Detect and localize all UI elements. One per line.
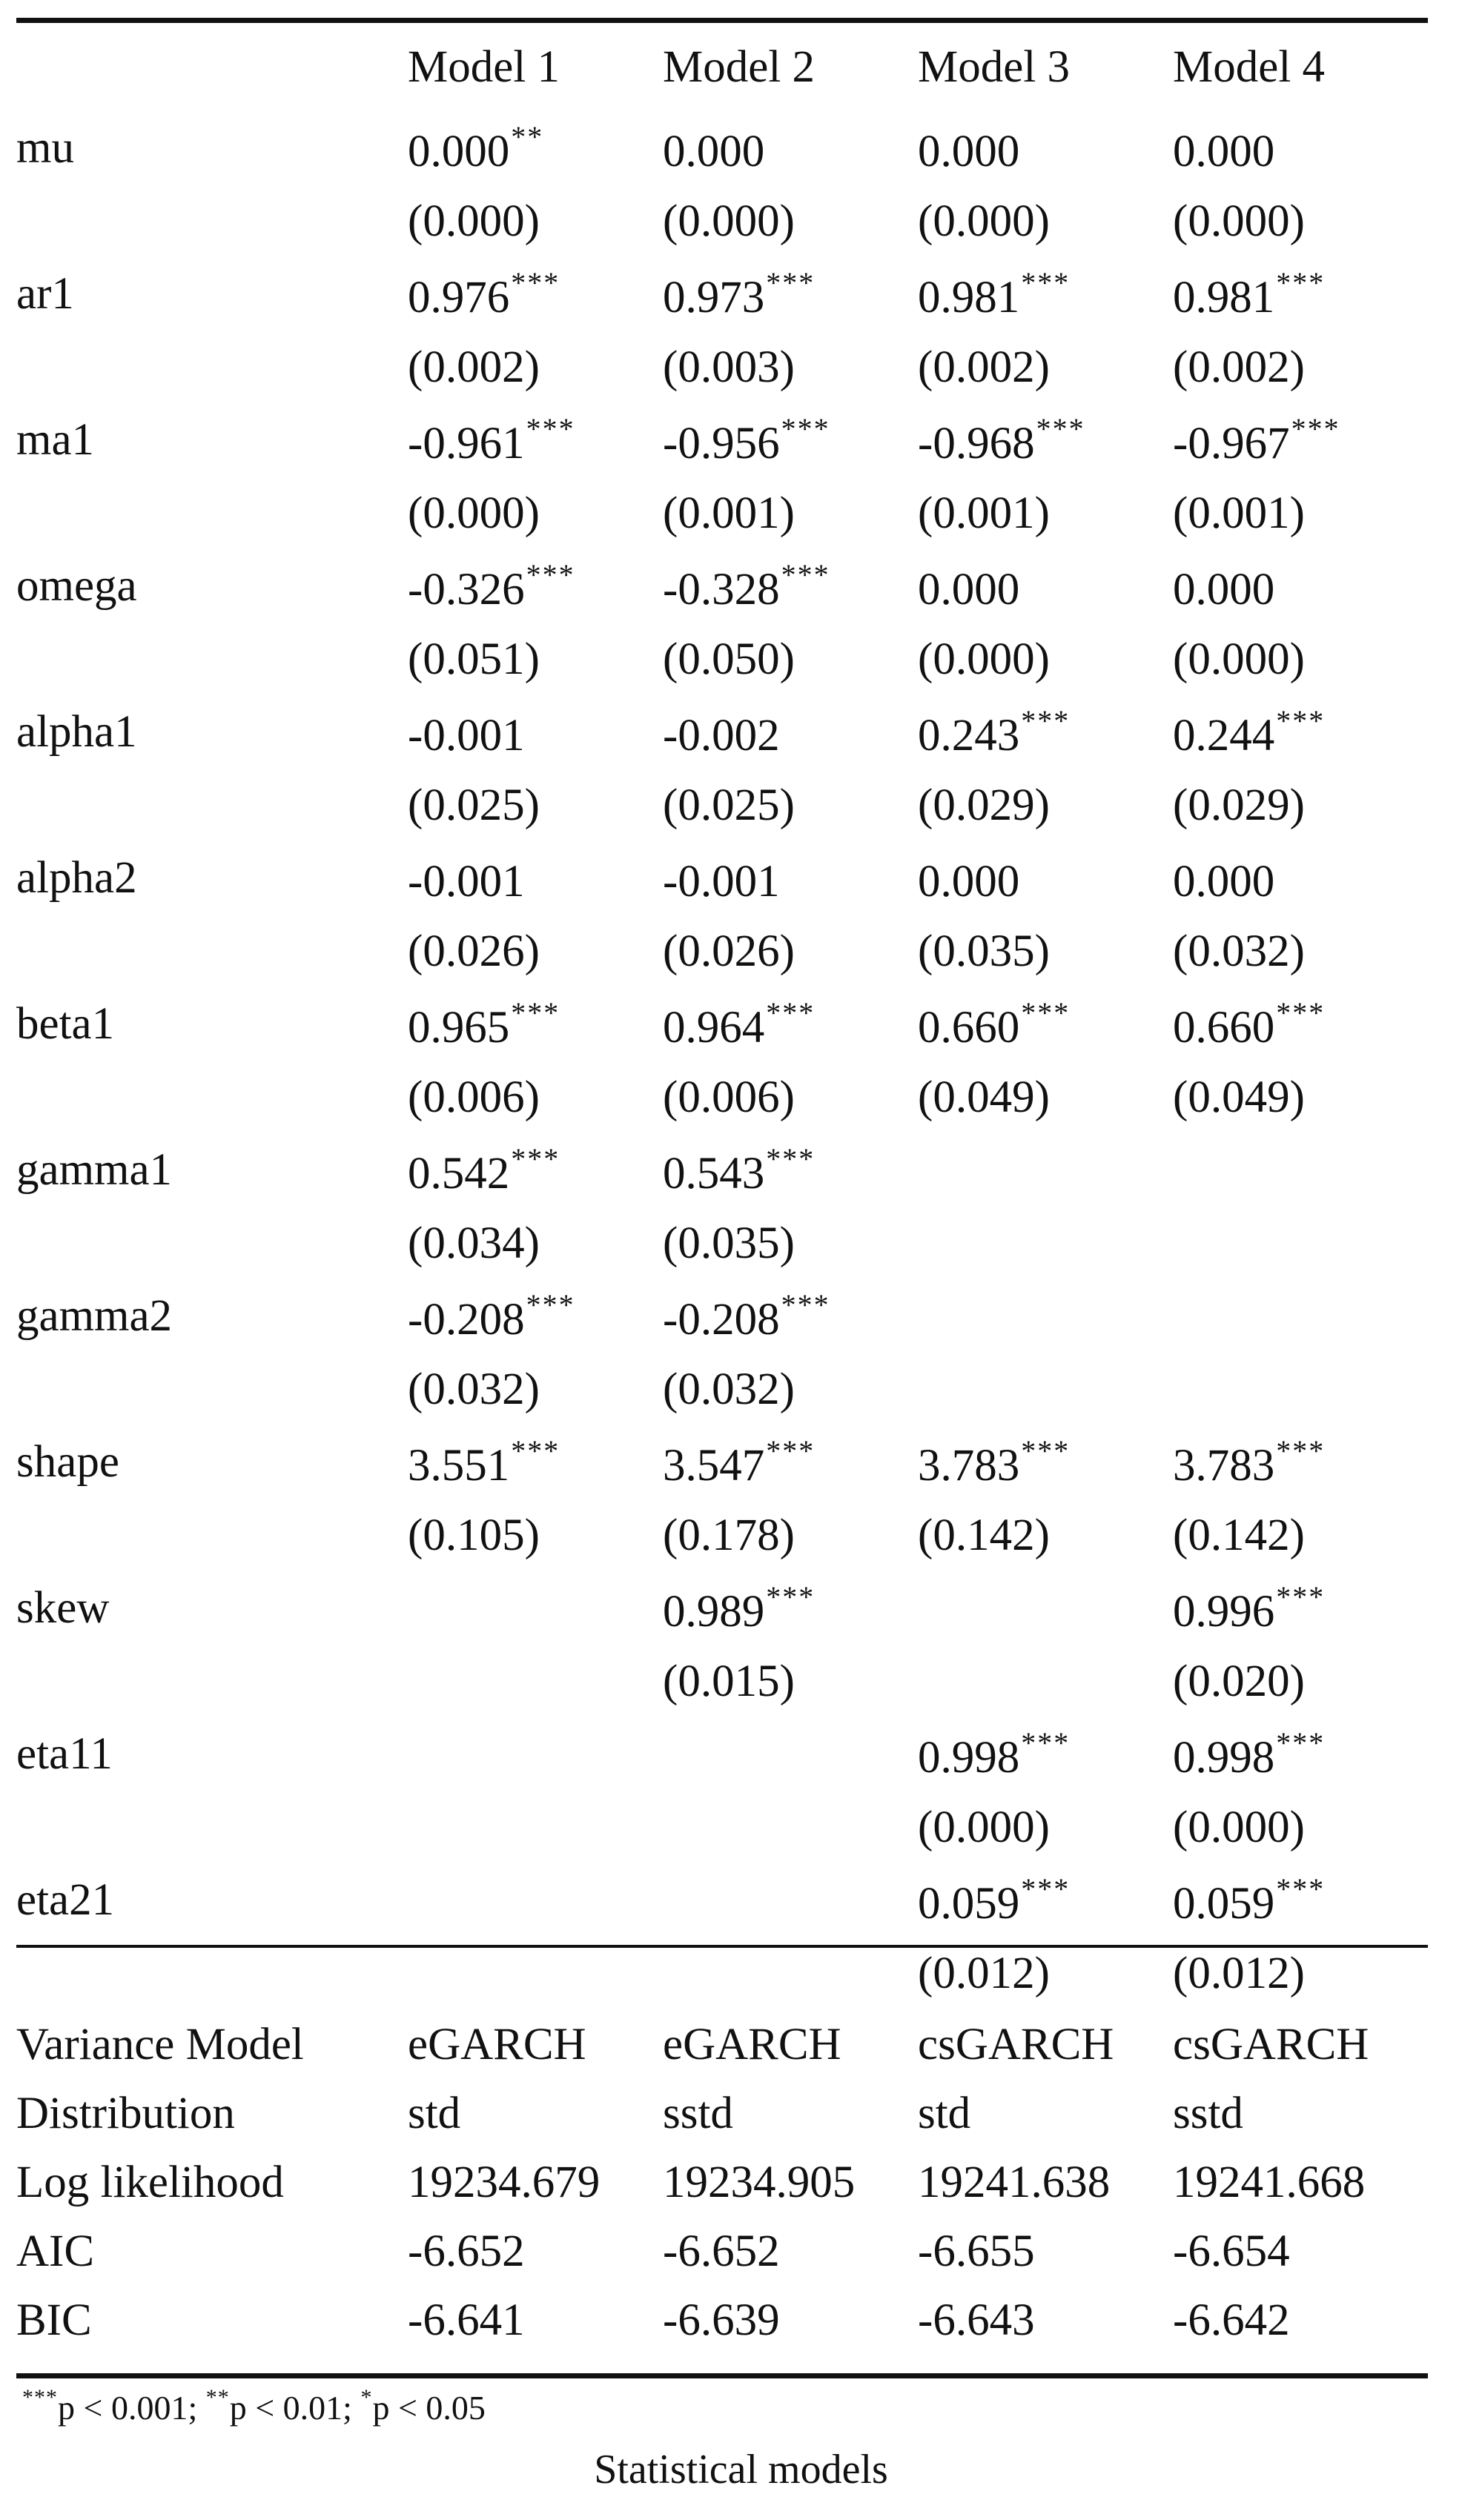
std-error-cell: (0.032) xyxy=(663,1364,795,1414)
significance-stars: *** xyxy=(1276,995,1326,1029)
coef-value: 0.542 xyxy=(408,1148,510,1198)
coef-value: 0.996 xyxy=(1173,1586,1275,1637)
stat-row-4 xyxy=(16,2286,1428,2355)
significance-stars: *** xyxy=(1276,1725,1326,1760)
stat-label: Variance Model xyxy=(16,2019,304,2069)
significance-stars: *** xyxy=(1021,1725,1071,1760)
coef-row-mu xyxy=(16,112,1428,185)
std-error-cell: (0.000) xyxy=(1173,1802,1305,1852)
coef-cell xyxy=(408,1134,663,1207)
coef-cell xyxy=(408,1426,663,1499)
footnote-text-3: p < 0.05 xyxy=(372,2389,486,2427)
std-error-cell: (0.012) xyxy=(918,1948,1050,1998)
coef-cell xyxy=(408,1280,663,1353)
coef-cell xyxy=(918,112,1173,185)
std-error-cell: (0.003) xyxy=(663,342,795,392)
coef-cell xyxy=(408,404,663,477)
coef-value: 0.998 xyxy=(1173,1732,1275,1783)
coef-value: 0.000 xyxy=(663,126,765,176)
coef-row-beta1 xyxy=(16,988,1428,1061)
coef-value: 0.059 xyxy=(1173,1878,1275,1929)
coef-value: 0.981 xyxy=(1173,272,1275,322)
coef-value: 0.000 xyxy=(918,126,1020,176)
coef-cell xyxy=(408,258,663,331)
coef-cell xyxy=(1173,1134,1428,1207)
std-error-cell: (0.000) xyxy=(918,634,1050,684)
se-label-blank xyxy=(16,1937,408,2010)
coef-cell xyxy=(918,696,1173,769)
se-row-ma1 xyxy=(16,477,1428,550)
se-row-omega xyxy=(16,623,1428,696)
coef-cell xyxy=(918,988,1173,1061)
std-error-cell: (0.000) xyxy=(408,488,540,538)
coef-cell xyxy=(918,1280,1173,1353)
coef-value: -0.208 xyxy=(663,1294,780,1344)
stat-value: -6.643 xyxy=(918,2295,1035,2345)
stat-value: eGARCH xyxy=(408,2019,586,2069)
header-model-2: Model 2 xyxy=(663,42,816,92)
significance-stars: *** xyxy=(1021,1433,1071,1468)
coef-cell xyxy=(1173,988,1428,1061)
stat-value: 19234.679 xyxy=(408,2157,601,2207)
coef-cell xyxy=(1173,550,1428,623)
row-label: skew xyxy=(16,1583,110,1633)
row-label: ar1 xyxy=(16,269,74,319)
coef-value: 0.244 xyxy=(1173,710,1275,760)
significance-stars: *** xyxy=(526,411,575,445)
std-error-cell: (0.050) xyxy=(663,634,795,684)
coef-cell xyxy=(408,988,663,1061)
std-error-cell: (0.002) xyxy=(1173,342,1305,392)
std-error-cell xyxy=(1173,1207,1428,1280)
coef-cell xyxy=(918,1134,1173,1207)
coef-cell xyxy=(918,550,1173,623)
se-row-alpha2 xyxy=(16,915,1428,988)
significance-stars: ** xyxy=(511,119,544,153)
std-error-cell: (0.142) xyxy=(1173,1510,1305,1560)
coef-value: 0.000 xyxy=(1173,564,1275,614)
coef-cell xyxy=(663,112,918,185)
row-label: beta1 xyxy=(16,999,115,1049)
stat-label: BIC xyxy=(16,2295,92,2345)
stat-value: -6.655 xyxy=(918,2226,1035,2276)
statistic-rows xyxy=(16,2010,1428,2355)
coef-value: -0.968 xyxy=(918,418,1035,468)
coef-cell xyxy=(663,988,918,1061)
stat-value: -6.654 xyxy=(1173,2226,1290,2276)
stat-value: std xyxy=(408,2088,461,2138)
coef-value: 0.976 xyxy=(408,272,510,322)
coef-cell xyxy=(408,1718,663,1791)
coef-row-alpha1 xyxy=(16,696,1428,769)
std-error-cell: (0.001) xyxy=(1173,488,1305,538)
significance-stars: *** xyxy=(511,1141,560,1176)
std-error-cell: (0.000) xyxy=(663,196,795,246)
std-error-cell: (0.000) xyxy=(1173,634,1305,684)
std-error-cell: (0.001) xyxy=(663,488,795,538)
coef-row-gamma2 xyxy=(16,1280,1428,1353)
coef-row-ar1 xyxy=(16,258,1428,331)
se-row-shape xyxy=(16,1499,1428,1572)
coef-value: -0.956 xyxy=(663,418,780,468)
coef-value: 0.000 xyxy=(918,564,1020,614)
significance-stars: *** xyxy=(1021,703,1071,737)
stat-value: -6.642 xyxy=(1173,2295,1290,2345)
std-error-cell: (0.012) xyxy=(1173,1948,1305,1998)
coef-cell xyxy=(408,1864,663,1937)
regression-table xyxy=(16,23,1428,2355)
coef-value: 0.973 xyxy=(663,272,765,322)
std-error-cell: (0.006) xyxy=(408,1072,540,1122)
se-row-mu xyxy=(16,185,1428,258)
coef-cell xyxy=(1173,112,1428,185)
coef-cell xyxy=(663,1572,918,1645)
significance-stars: *** xyxy=(1276,1871,1326,1906)
coef-cell xyxy=(1173,842,1428,915)
std-error-cell: (0.002) xyxy=(408,342,540,392)
row-label: omega xyxy=(16,561,137,611)
coef-value: 0.998 xyxy=(918,1732,1020,1783)
std-error-cell xyxy=(408,1937,663,2010)
header-blank xyxy=(16,23,408,112)
std-error-cell: (0.002) xyxy=(918,342,1050,392)
coef-value: 3.547 xyxy=(663,1440,765,1491)
se-label-blank xyxy=(16,1645,408,1718)
significance-stars: *** xyxy=(766,265,816,299)
se-label-blank xyxy=(16,769,408,842)
coef-row-eta11 xyxy=(16,1718,1428,1791)
coef-cell xyxy=(918,404,1173,477)
se-label-blank xyxy=(16,623,408,696)
coef-cell xyxy=(1173,404,1428,477)
row-label: shape xyxy=(16,1437,119,1487)
coef-row-shape xyxy=(16,1426,1428,1499)
stat-value: 19241.668 xyxy=(1173,2157,1366,2207)
significance-stars: *** xyxy=(766,1433,816,1468)
bottom-rule xyxy=(16,2373,1428,2378)
stat-value: 19241.638 xyxy=(918,2157,1111,2207)
std-error-cell: (0.026) xyxy=(663,926,795,976)
stat-label: Distribution xyxy=(16,2088,235,2138)
coef-value: -0.001 xyxy=(408,710,525,760)
coef-value: 0.243 xyxy=(918,710,1020,760)
stat-label: AIC xyxy=(16,2226,95,2276)
coef-value: -0.001 xyxy=(408,856,525,906)
row-label: alpha1 xyxy=(16,707,137,757)
coef-cell xyxy=(408,112,663,185)
coef-cell xyxy=(408,550,663,623)
coef-row-skew xyxy=(16,1572,1428,1645)
significance-stars: *** xyxy=(766,1579,816,1614)
coef-cell xyxy=(408,842,663,915)
se-label-blank xyxy=(16,1499,408,1572)
std-error-cell: (0.029) xyxy=(918,780,1050,830)
significance-stars: *** xyxy=(781,557,830,591)
stat-value: -6.639 xyxy=(663,2295,780,2345)
se-row-alpha1 xyxy=(16,769,1428,842)
coef-value: -0.002 xyxy=(663,710,780,760)
se-label-blank xyxy=(16,331,408,404)
std-error-cell xyxy=(663,1791,918,1864)
std-error-cell: (0.006) xyxy=(663,1072,795,1122)
top-rule xyxy=(16,18,1428,23)
std-error-cell: (0.105) xyxy=(408,1510,540,1560)
row-label: gamma1 xyxy=(16,1145,173,1195)
stat-value: -6.652 xyxy=(663,2226,780,2276)
coef-cell xyxy=(1173,696,1428,769)
std-error-cell: (0.001) xyxy=(918,488,1050,538)
significance-stars: *** xyxy=(526,1287,575,1322)
header-row xyxy=(16,23,1428,112)
std-error-cell: (0.035) xyxy=(918,926,1050,976)
header-model-4: Model 4 xyxy=(1173,42,1326,92)
se-row-gamma1 xyxy=(16,1207,1428,1280)
std-error-cell: (0.032) xyxy=(408,1364,540,1414)
coef-cell xyxy=(918,1864,1173,1937)
significance-stars: *** xyxy=(511,995,560,1029)
coefficient-rows xyxy=(16,112,1428,2010)
significance-stars: *** xyxy=(1036,411,1085,445)
coef-row-omega xyxy=(16,550,1428,623)
se-label-blank xyxy=(16,915,408,988)
std-error-cell xyxy=(663,1937,918,2010)
coef-cell xyxy=(663,696,918,769)
coef-cell xyxy=(663,1864,918,1937)
se-label-blank xyxy=(16,1353,408,1426)
std-error-cell xyxy=(918,1207,1173,1280)
coef-value: 0.000 xyxy=(918,856,1020,906)
coef-value: 0.000 xyxy=(1173,856,1275,906)
stat-value: sstd xyxy=(663,2088,733,2138)
stat-row-2 xyxy=(16,2148,1428,2217)
coef-cell xyxy=(663,1718,918,1791)
stat-row-1 xyxy=(16,2079,1428,2148)
coef-cell xyxy=(918,842,1173,915)
std-error-cell: (0.035) xyxy=(663,1218,795,1268)
significance-stars: *** xyxy=(1021,265,1071,299)
row-label: alpha2 xyxy=(16,853,137,903)
significance-stars: *** xyxy=(511,1433,560,1468)
se-row-beta1 xyxy=(16,1061,1428,1134)
footnote-text-1: p < 0.001; xyxy=(58,2389,206,2427)
std-error-cell: (0.049) xyxy=(1173,1072,1305,1122)
coef-cell xyxy=(1173,1280,1428,1353)
std-error-cell: (0.000) xyxy=(408,196,540,246)
significance-stars: *** xyxy=(526,557,575,591)
footnote-stars-2: ** xyxy=(205,2385,230,2410)
std-error-cell xyxy=(918,1353,1173,1426)
row-label: gamma2 xyxy=(16,1291,173,1341)
std-error-cell: (0.015) xyxy=(663,1656,795,1706)
std-error-cell: (0.025) xyxy=(408,780,540,830)
coef-cell xyxy=(1173,1864,1428,1937)
std-error-cell xyxy=(408,1791,663,1864)
stat-value: csGARCH xyxy=(1173,2019,1369,2069)
coef-cell xyxy=(1173,1718,1428,1791)
coef-row-ma1 xyxy=(16,404,1428,477)
coef-value: 3.783 xyxy=(1173,1440,1275,1491)
coef-cell xyxy=(663,842,918,915)
significance-stars: *** xyxy=(781,411,830,445)
coef-row-eta21 xyxy=(16,1864,1428,1937)
coef-value: 0.660 xyxy=(918,1002,1020,1052)
coef-value: 0.543 xyxy=(663,1148,765,1198)
std-error-cell: (0.049) xyxy=(918,1072,1050,1122)
stat-row-0 xyxy=(16,2010,1428,2079)
footnote-stars-1: *** xyxy=(22,2385,58,2410)
coef-cell xyxy=(408,696,663,769)
se-label-blank xyxy=(16,1207,408,1280)
coef-cell xyxy=(663,258,918,331)
stat-value: csGARCH xyxy=(918,2019,1114,2069)
row-label: mu xyxy=(16,123,74,173)
coef-cell xyxy=(663,404,918,477)
significance-stars: *** xyxy=(1276,703,1326,737)
coef-value: 0.000 xyxy=(1173,126,1275,176)
coef-value: 0.000 xyxy=(408,126,510,176)
significance-stars: *** xyxy=(511,265,560,299)
coef-value: -0.328 xyxy=(663,564,780,614)
significance-stars: *** xyxy=(1021,1871,1071,1906)
coef-value: 0.965 xyxy=(408,1002,510,1052)
se-row-ar1 xyxy=(16,331,1428,404)
se-label-blank xyxy=(16,185,408,258)
stat-value: 19234.905 xyxy=(663,2157,856,2207)
coef-cell xyxy=(918,258,1173,331)
std-error-cell: (0.025) xyxy=(663,780,795,830)
stat-value: std xyxy=(918,2088,971,2138)
coef-value: -0.001 xyxy=(663,856,780,906)
table-caption: Statistical models xyxy=(594,2447,888,2493)
stat-label: Log likelihood xyxy=(16,2157,284,2207)
coef-cell xyxy=(408,1572,663,1645)
significance-stars: *** xyxy=(781,1287,830,1322)
coef-value: 0.964 xyxy=(663,1002,765,1052)
std-error-cell: (0.026) xyxy=(408,926,540,976)
coef-cell xyxy=(1173,1426,1428,1499)
coef-value: -0.326 xyxy=(408,564,525,614)
std-error-cell: (0.142) xyxy=(918,1510,1050,1560)
coef-cell xyxy=(1173,258,1428,331)
significance-stars: *** xyxy=(1276,1433,1326,1468)
std-error-cell: (0.034) xyxy=(408,1218,540,1268)
coef-cell xyxy=(663,1134,918,1207)
coef-value: 0.660 xyxy=(1173,1002,1275,1052)
footnote-text-2: p < 0.01; xyxy=(229,2389,361,2427)
row-label: eta21 xyxy=(16,1875,115,1925)
std-error-cell: (0.000) xyxy=(918,196,1050,246)
header-model-1: Model 1 xyxy=(408,42,560,92)
significance-stars: *** xyxy=(1276,1579,1326,1614)
coef-row-gamma1 xyxy=(16,1134,1428,1207)
se-row-skew xyxy=(16,1645,1428,1718)
se-row-eta11 xyxy=(16,1791,1428,1864)
coef-value: 0.989 xyxy=(663,1586,765,1637)
std-error-cell: (0.029) xyxy=(1173,780,1305,830)
coef-cell xyxy=(663,1426,918,1499)
coef-cell xyxy=(918,1426,1173,1499)
se-label-blank xyxy=(16,477,408,550)
coef-cell xyxy=(663,1280,918,1353)
stat-row-3 xyxy=(16,2217,1428,2286)
footnote-stars-3: * xyxy=(360,2385,373,2410)
std-error-cell: (0.032) xyxy=(1173,926,1305,976)
se-label-blank xyxy=(16,1791,408,1864)
coef-value: 3.551 xyxy=(408,1440,510,1491)
coef-value: 0.981 xyxy=(918,272,1020,322)
std-error-cell xyxy=(918,1645,1173,1718)
coef-row-alpha2 xyxy=(16,842,1428,915)
std-error-cell: (0.000) xyxy=(1173,196,1305,246)
stat-value: -6.652 xyxy=(408,2226,525,2276)
significance-stars: *** xyxy=(1021,995,1071,1029)
row-label: ma1 xyxy=(16,415,95,465)
header-model-3: Model 3 xyxy=(918,42,1071,92)
coef-value: -0.208 xyxy=(408,1294,525,1344)
row-label: eta11 xyxy=(16,1729,113,1779)
stat-value: eGARCH xyxy=(663,2019,841,2069)
coef-value: 0.059 xyxy=(918,1878,1020,1929)
coef-cell xyxy=(918,1718,1173,1791)
std-error-cell: (0.000) xyxy=(918,1802,1050,1852)
coef-cell xyxy=(918,1572,1173,1645)
std-error-cell: (0.178) xyxy=(663,1510,795,1560)
significance-stars: *** xyxy=(1276,265,1326,299)
significance-footnote xyxy=(22,2385,486,2427)
std-error-cell xyxy=(408,1645,663,1718)
significance-stars: *** xyxy=(1291,411,1340,445)
se-row-gamma2 xyxy=(16,1353,1428,1426)
std-error-cell: (0.051) xyxy=(408,634,540,684)
coef-cell xyxy=(1173,1572,1428,1645)
se-label-blank xyxy=(16,1061,408,1134)
significance-stars: *** xyxy=(766,995,816,1029)
std-error-cell: (0.020) xyxy=(1173,1656,1305,1706)
stat-value: -6.641 xyxy=(408,2295,525,2345)
se-row-eta21 xyxy=(16,1937,1428,2010)
coef-value: 3.783 xyxy=(918,1440,1020,1491)
significance-stars: *** xyxy=(766,1141,816,1176)
coef-cell xyxy=(663,550,918,623)
std-error-cell xyxy=(1173,1353,1428,1426)
coef-value: -0.967 xyxy=(1173,418,1290,468)
stat-value: sstd xyxy=(1173,2088,1243,2138)
coef-value: -0.961 xyxy=(408,418,525,468)
